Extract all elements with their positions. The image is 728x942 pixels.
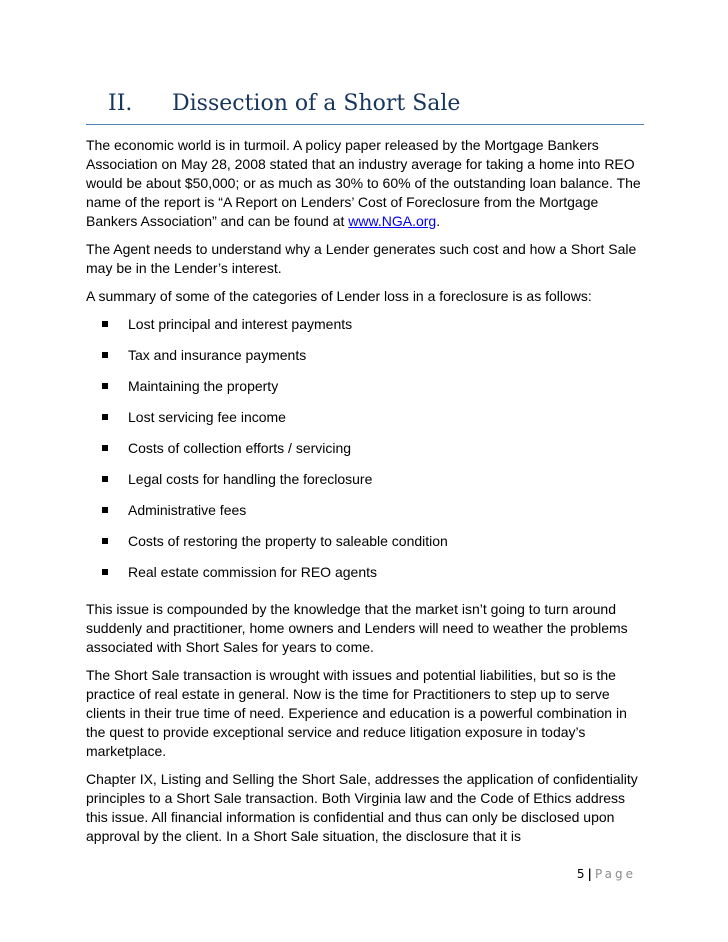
lender-loss-list	[86, 315, 646, 594]
bullet-square-icon	[102, 414, 108, 420]
list-item	[86, 563, 646, 594]
bullet-square-icon	[102, 321, 108, 327]
list-item	[86, 408, 646, 439]
list-item	[86, 501, 646, 532]
list-item-text: Lost servicing fee income	[128, 409, 286, 425]
paragraph-intro	[86, 136, 646, 231]
section-title: Dissection of a Short Sale	[172, 91, 461, 116]
paragraph-intro-end: .	[436, 213, 441, 229]
section-heading	[86, 88, 644, 125]
paragraph-agent: The Agent needs to understand why a Lender generates such cost and how a Short Sale may be in the Lender’s interest.	[86, 241, 637, 276]
list-item-text: Real estate commission for REO agents	[128, 564, 377, 580]
bullet-square-icon	[102, 538, 108, 544]
list-item	[86, 346, 646, 377]
list-item-text: Costs of restoring the property to saleable condition	[128, 533, 448, 549]
bullet-square-icon	[102, 383, 108, 389]
nga-link[interactable]: www.NGA.org	[348, 213, 437, 229]
paragraph-summary-intro: A summary of some of the categories of Lender loss in a foreclosure is as follows:	[86, 288, 592, 304]
list-item-text: Costs of collection efforts / servicing	[128, 440, 352, 456]
list-item-text: Lost principal and interest payments	[128, 316, 353, 332]
list-item	[86, 315, 646, 346]
bullet-square-icon	[102, 476, 108, 482]
document-body	[86, 136, 646, 855]
section-number: II.	[108, 91, 133, 116]
paragraph-confidentiality: Chapter IX, Listing and Selling the Short Sale, addresses the application of confidentiality principles to a Short Sale transaction. Both Virginia law and the Code of Ethics address this issue. All financial information is confidential and thus can only be disclosed upon approval by the client. In a Short Sale situation, the disclosure that it is	[86, 771, 638, 844]
list-item	[86, 439, 646, 470]
page-number: 5	[576, 867, 585, 881]
bullet-square-icon	[102, 507, 108, 513]
paragraph-transaction: The Short Sale transaction is wrought with issues and potential liabilities, but so is the practice of real estate in general. Now is the time for Practitioners to step up to serve clients in their true time of need. Experience and education is a powerful combination in the quest to provide exceptional service and reduce litigation exposure in today’s marketplace.	[86, 667, 627, 759]
page-footer	[577, 866, 636, 882]
paragraph-intro-text: The economic world is in turmoil. A policy paper released by the Mortgage Bankers Association on May 28, 2008 stated that an industry average for taking a home into REO would be about $50,000; or as much as 30% to 60% of the outstanding loan balance. The name of the report is “A Report on Lenders’ Cost of Foreclosure from the Mortgage Bankers Association” and can be found at	[86, 137, 641, 229]
list-item-text: Legal costs for handling the foreclosure	[128, 471, 373, 487]
bullet-square-icon	[102, 445, 108, 451]
list-item-text: Maintaining the property	[128, 378, 279, 394]
page-label: Page	[594, 867, 636, 881]
list-item	[86, 470, 646, 501]
list-item	[86, 532, 646, 563]
bullet-square-icon	[102, 352, 108, 358]
bullet-square-icon	[102, 569, 108, 575]
list-item-text: Administrative fees	[128, 502, 247, 518]
paragraph-market: This issue is compounded by the knowledge that the market isn’t going to turn around suddenly and practitioner, home owners and Lenders will need to weather the problems associated with Short Sales for years to come.	[86, 601, 628, 655]
footer-separator: |	[587, 867, 592, 881]
list-item	[86, 377, 646, 408]
list-item-text: Tax and insurance payments	[128, 347, 307, 363]
